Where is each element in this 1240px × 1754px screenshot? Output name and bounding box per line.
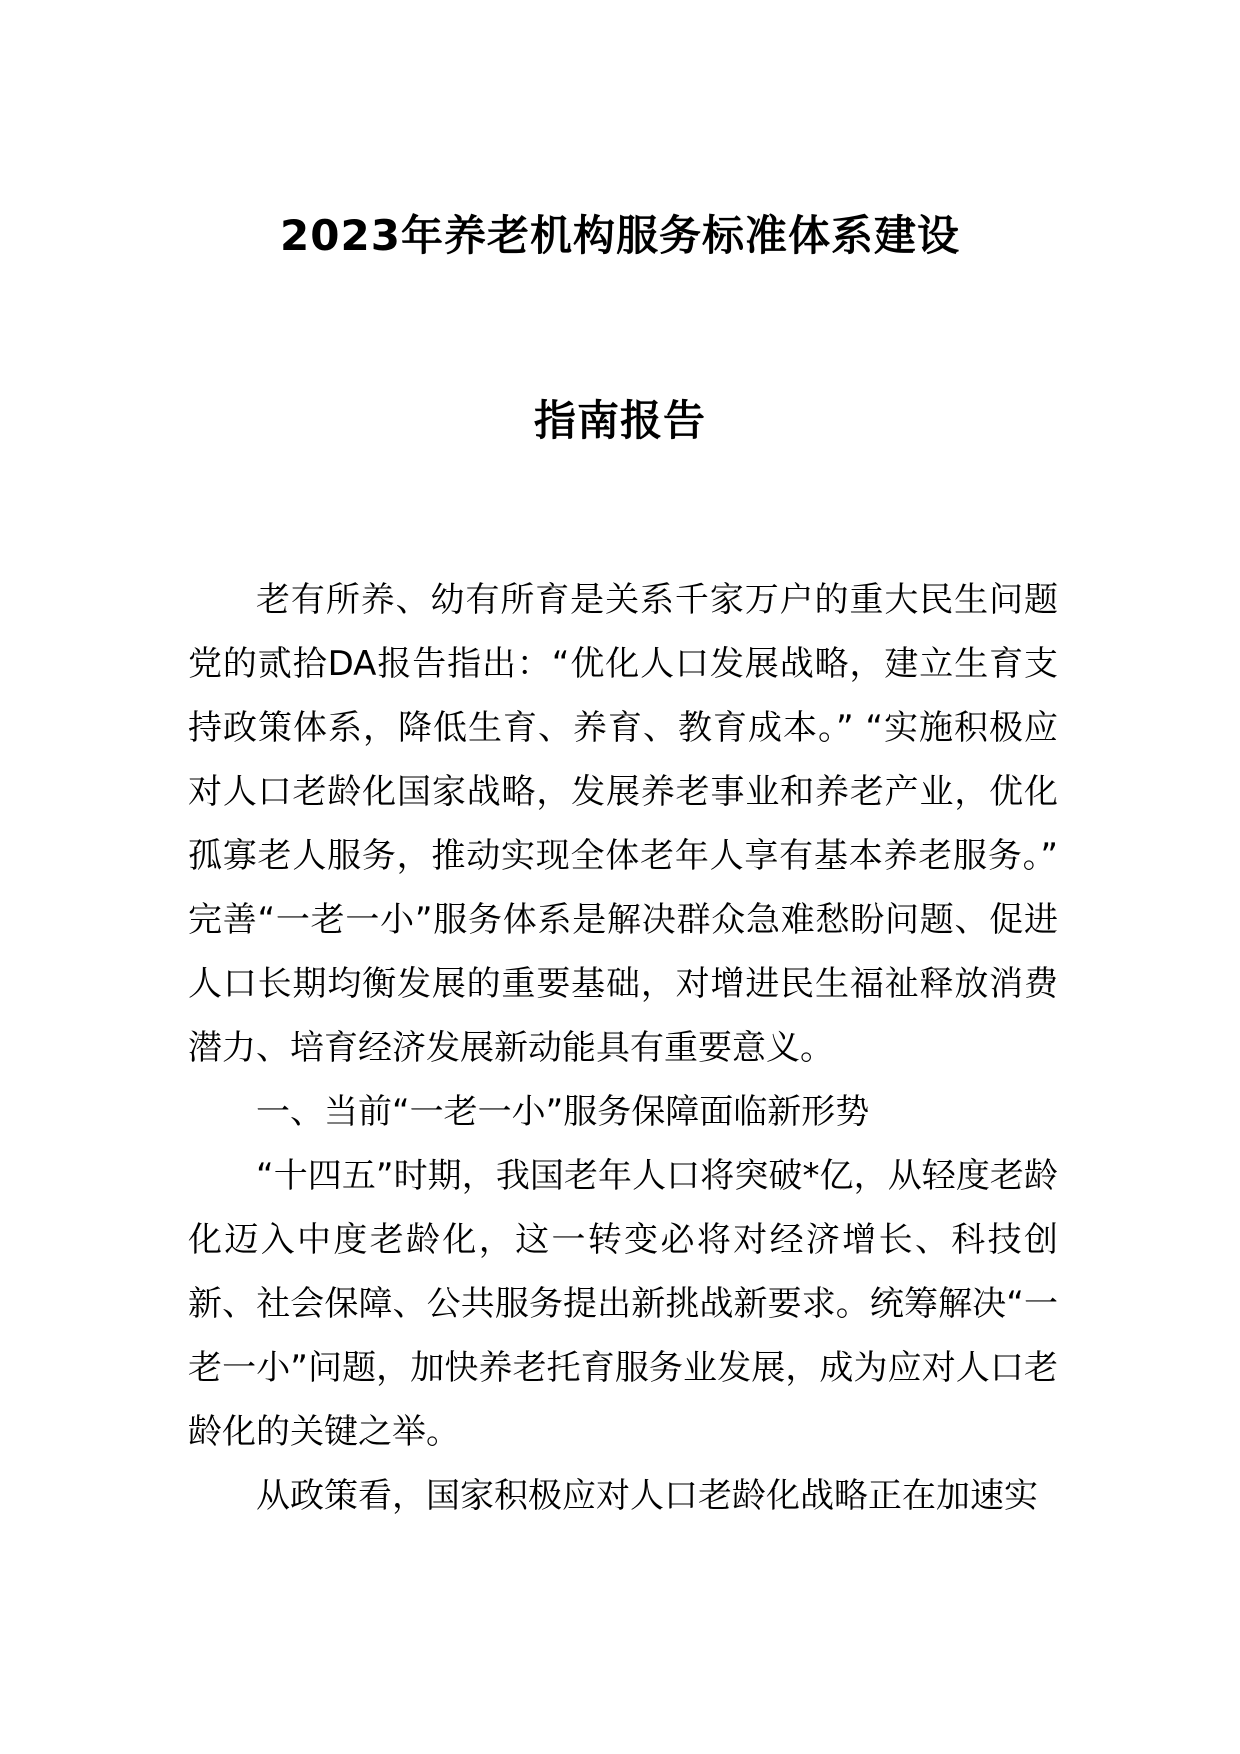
document-title-line-1: 2023年养老机构服务标准体系建设 <box>280 211 960 260</box>
document-body <box>188 568 1058 1528</box>
section-heading-1: 一、当前“一老一小”服务保障面临新形势 <box>256 1092 870 1132</box>
document-title-line-2: 指南报告 <box>533 396 706 445</box>
paragraph-situation: “十四五”时期，我国老年人口将突破*亿，从轻度老龄化迈入中度老龄化，这一转变必将对经济增长、科技创新、社会保障、公共服务提出新挑战新要求。统筹解决“一老一小”问题，加快养老托育服务业发展，成为应对人口老龄化的关键之举。 <box>188 1156 1058 1452</box>
paragraph-intro: 老有所养、幼有所育是关系千家万户的重大民生问题党的贰拾DA报告指出：“优化人口发展战略，建立生育支持政策体系，降低生育、养育、教育成本。” “实施积极应对人口老龄化国家战略，发展养老事业和养老产业，优化孤寡老人服务，推动实现全体老年人享有基本养老服务。” 完善“一老一小”服务体系是解决群众急难愁盼问题、促进人口长期均衡发展的重要基础，对增进民生福祉释放消费潜力、培育经济发展新动能具有重要意义。 <box>188 580 1058 1068</box>
paragraph-policy: 从政策看，国家积极应对人口老龄化战略正在加速实 <box>256 1476 1038 1516</box>
